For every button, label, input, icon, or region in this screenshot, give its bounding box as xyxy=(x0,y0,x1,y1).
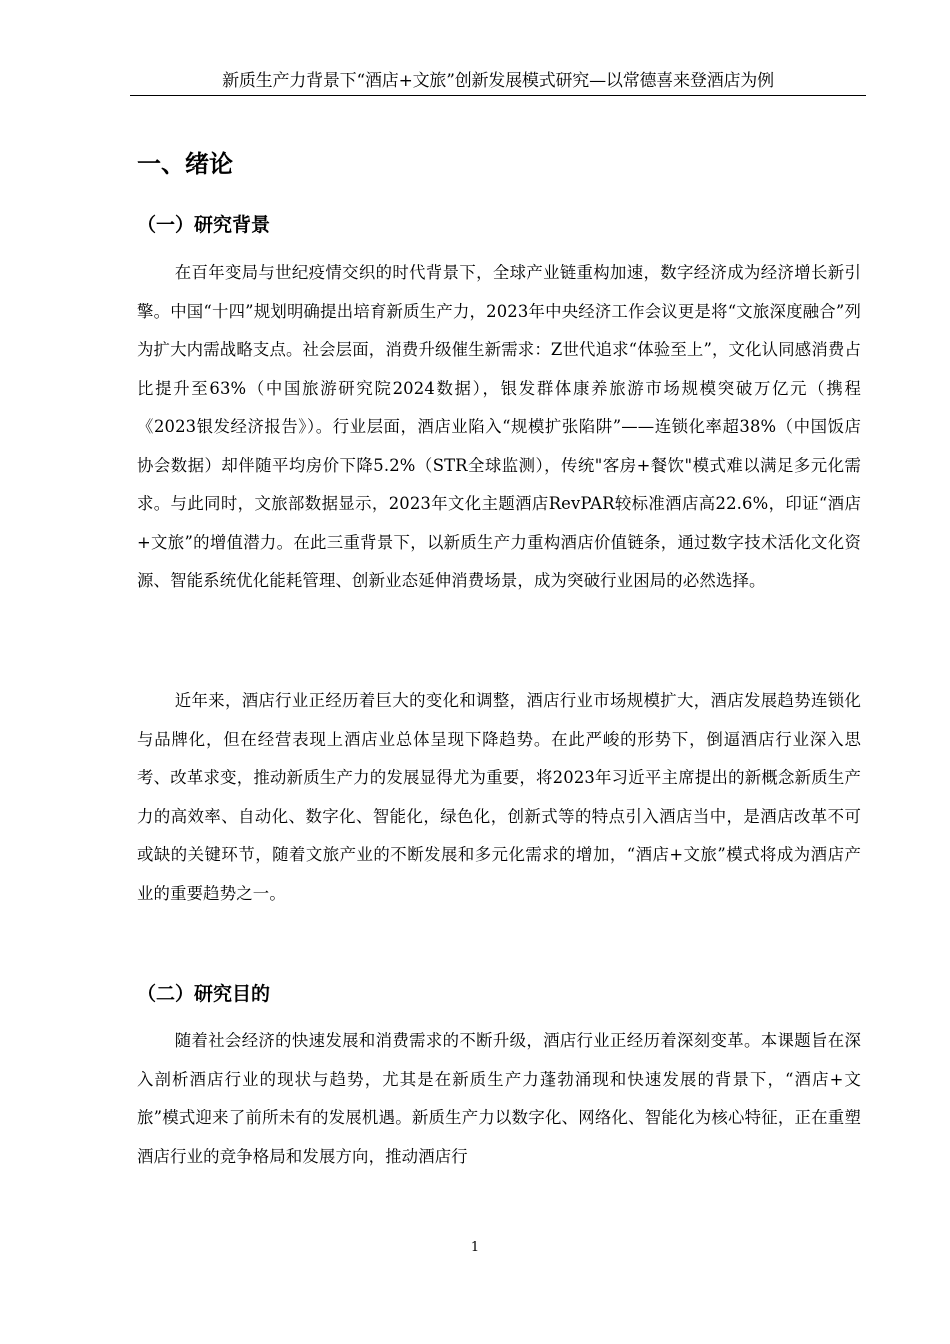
page-number: 1 xyxy=(470,1240,480,1255)
running-header: 新质生产力背景下“酒店+文旅”创新发展模式研究—以常德喜来登酒店为例 xyxy=(222,71,774,91)
header-rule xyxy=(130,95,866,96)
paragraph-background-1: 在百年变局与世纪疫情交织的时代背景下，全球产业链重构加速，数字经济成为经济增长新引擎。中国“十四”规划明确提出培育新质生产力，2023年中央经济工作会议更是将“文旅深度融合”列为扩大内需战略支点。社会层面，消费升级催生新需求：Z世代追求“体验至上”，文化认同感消费占比提升至63%（中国旅游研究院2024数据），银发群体康养旅游市场规模突破万亿元（携程《2023银发经济报告》）。行业层面，酒店业陷入“规模扩张陷阱”——连锁化率超38%（中国饭店协会数据）却伴随平均房价下降5.2%（STR全球监测），传统"客房+餐饮"模式难以满足多元化需求。与此同时，文旅部数据显示，2023年文化主题酒店RevPAR较标准酒店高22.6%，印证“酒店+文旅”的增值潜力。在此三重背景下，以新质生产力重构酒店价值链条，通过数字技术活化文化资源、智能系统优化能耗管理、创新业态延伸消费场景，成为突破行业困局的必然选择。 xyxy=(137,263,861,590)
paragraph-background-2: 近年来，酒店行业正经历着巨大的变化和调整，酒店行业市场规模扩大，酒店发展趋势连锁化与品牌化，但在经营表现上酒店业总体呈现下降趋势。在此严峻的形势下，倒逼酒店行业深入思考、改革求变，推动新质生产力的发展显得尤为重要，将2023年习近平主席提出的新概念新质生产力的高效率、自动化、数字化、智能化，绿色化，创新式等的特点引入酒店当中，是酒店改革不可或缺的关键环节，随着文旅产业的不断发展和多元化需求的增加，“酒店+文旅”模式将成为酒店产业的重要趋势之一。 xyxy=(137,691,861,903)
chapter-title: 一、绪论 xyxy=(137,150,233,178)
section-title-research-purpose: （二）研究目的 xyxy=(137,983,271,1005)
paragraph-purpose-1: 随着社会经济的快速发展和消费需求的不断升级，酒店行业正经历着深刻变革。本课题旨在深入剖析酒店行业的现状与趋势，尤其是在新质生产力蓬勃涌现和快速发展的背景下，“酒店+文旅”模式迎来了前所未有的发展机遇。新质生产力以数字化、网络化、智能化为核心特征，正在重塑酒店行业的竞争格局和发展方向，推动酒店行 xyxy=(137,1031,861,1166)
section-title-research-background: （一）研究背景 xyxy=(137,214,271,236)
